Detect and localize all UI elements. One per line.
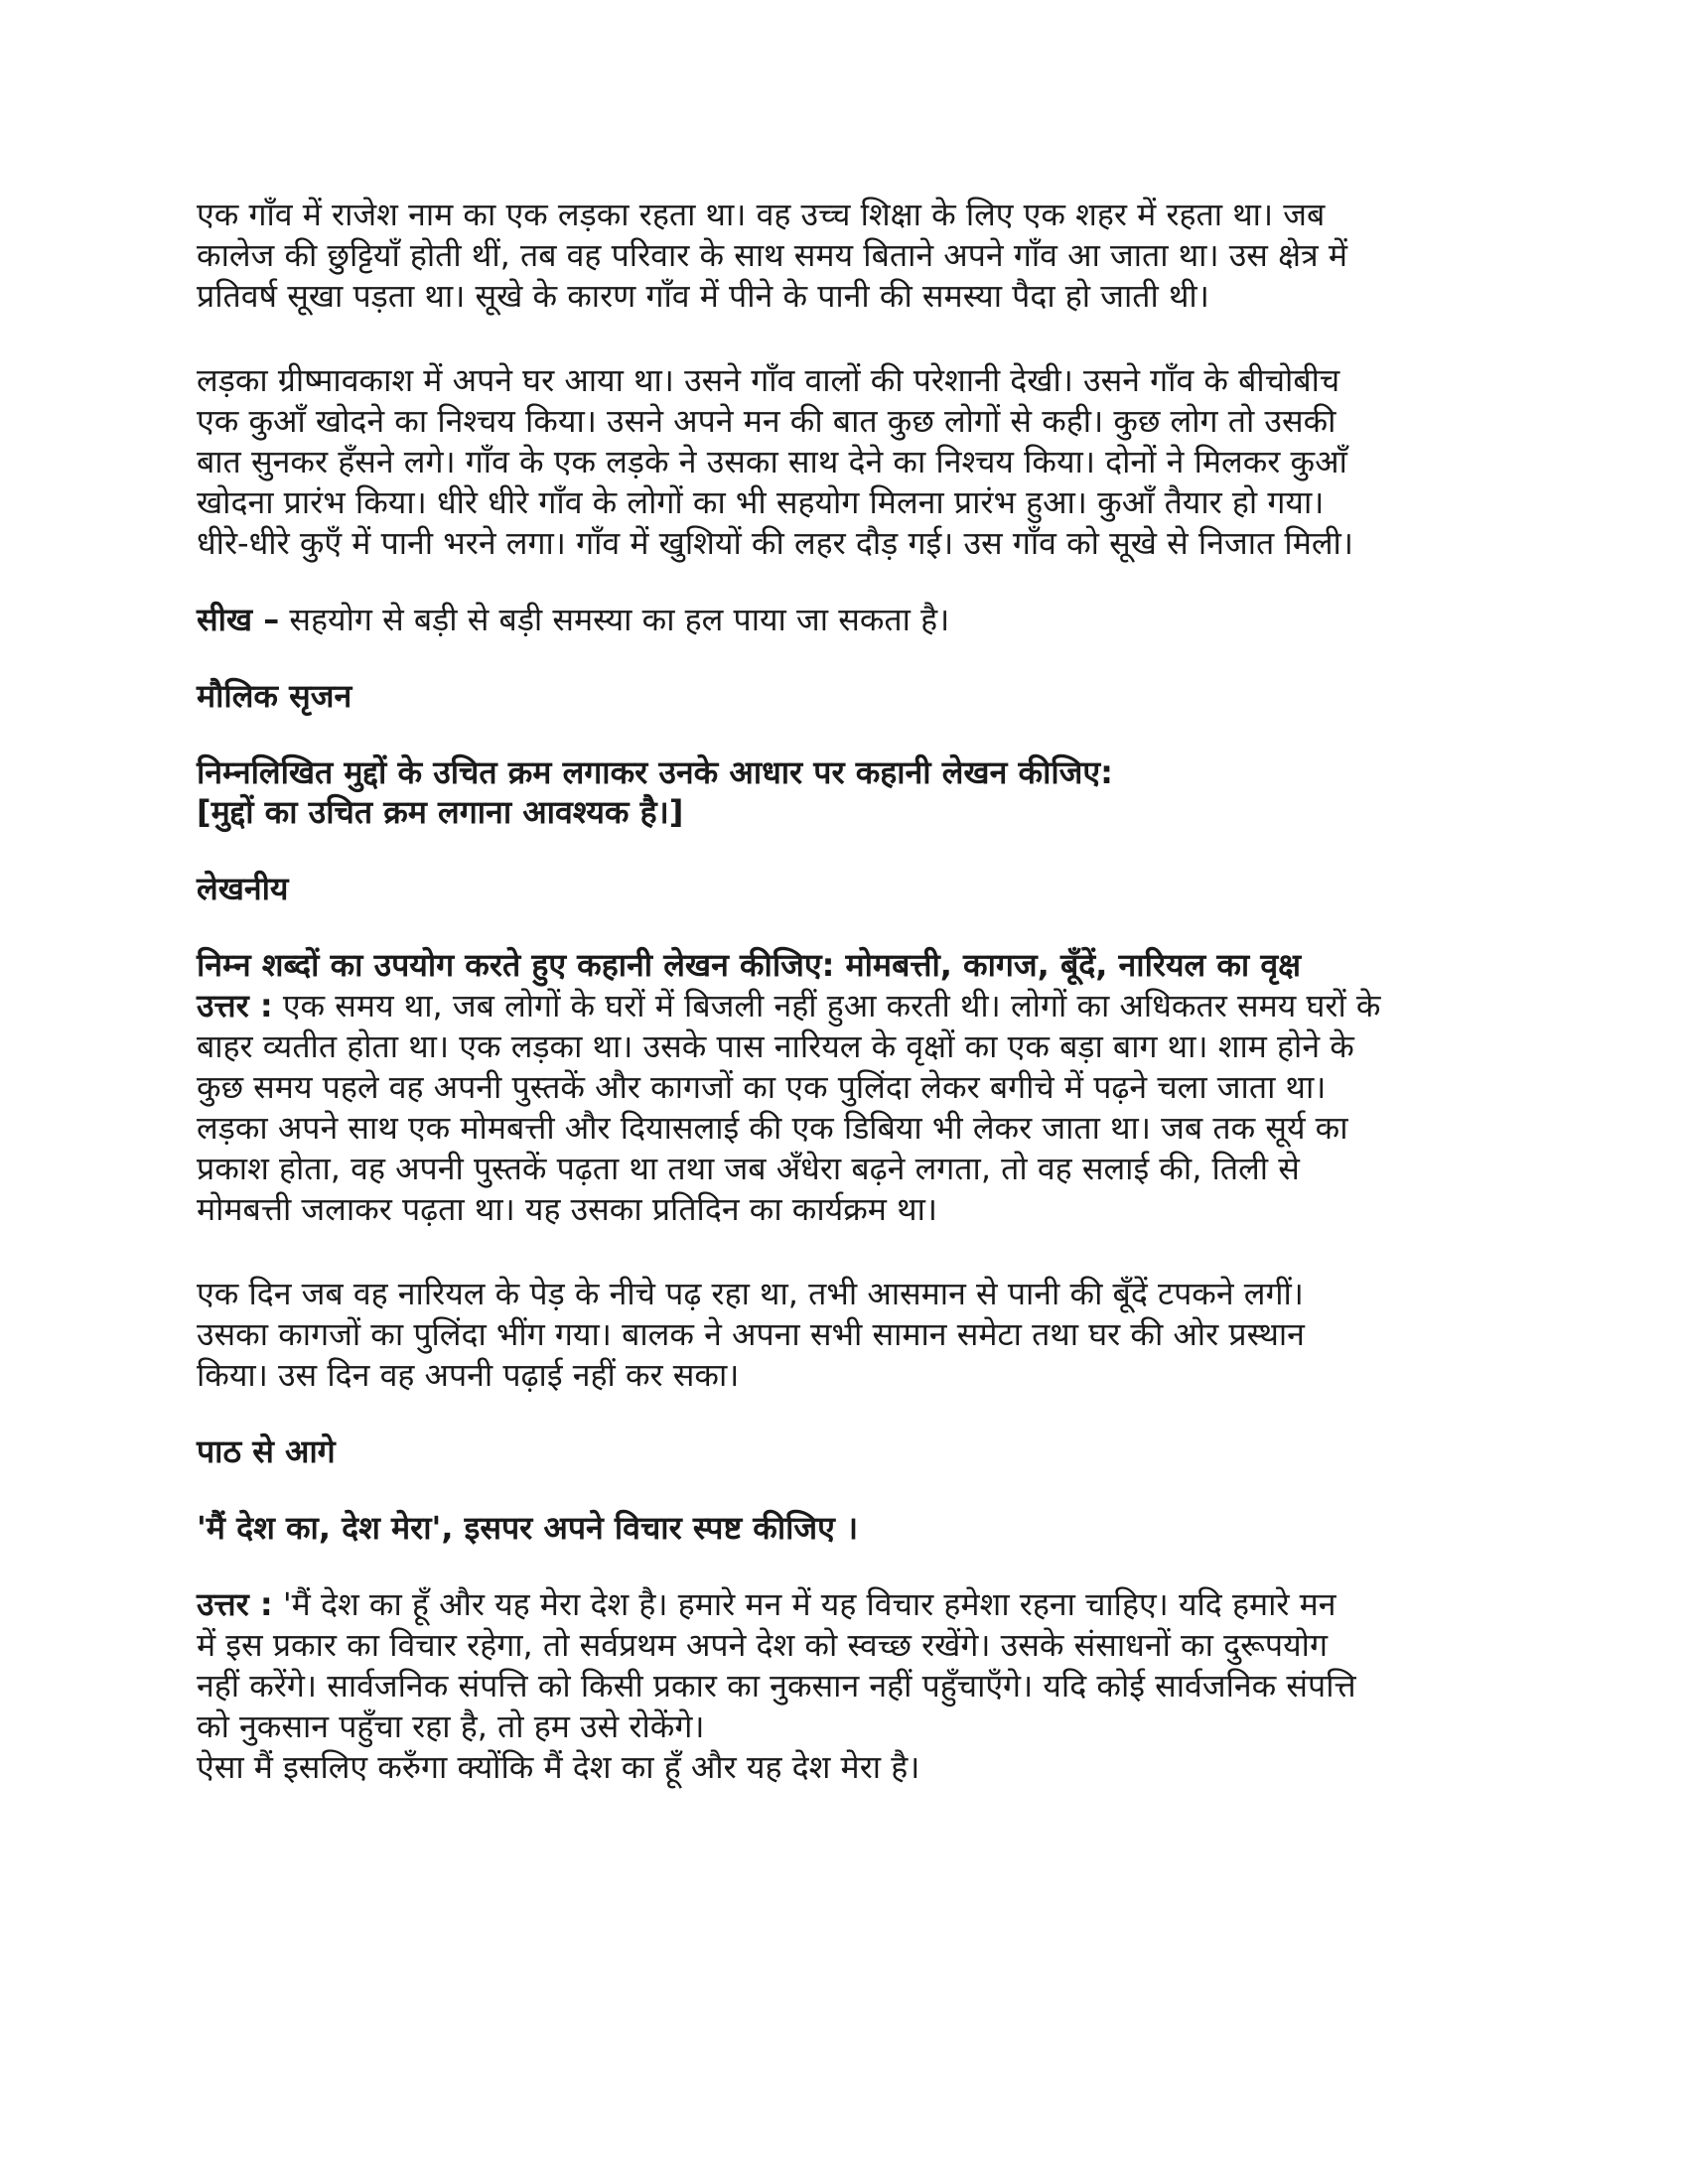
- question-maulik-srijan: निम्नलिखित मुद्दों के उचित क्रम लगाकर उनके आधार पर कहानी लेखन कीजिए: [मुद्दों का उचित क्रम लगाना आवश्यक है।]: [197, 752, 1113, 832]
- heading-maulik-srijan: मौलिक सृजन: [197, 676, 352, 715]
- answer-label: उत्तर :: [197, 1584, 273, 1623]
- document-page: [197, 195, 1527, 1788]
- moral-label: सीख –: [197, 600, 280, 638]
- moral-text: सहयोग से बड़ी से बड़ी समस्या का हल पाया जा सकता है।: [279, 600, 950, 638]
- answer-text: 'मैं देश का हूँ और यह मेरा देश है। हमारे मन में यह विचार हमेशा रहना चाहिए। यदि हमारे मन में इस प्रकार का विचार रहेगा, तो सर्वप्रथम अपने देश को स्वच्छ रखेंगे। उसके संसाधनों का दुरूपयोग नहीं करेंगे। सार्वजनिक संपत्ति को किसी प्रकार का नुकसान नहीं पहुँचाएँगे। यदि कोई सार्वजनिक संपत्ति को नुकसान पहुँचा रहा है, तो हम उसे रोकेंगे। ऐसा मैं इसलिए करुँगा क्योंकि मैं देश का हूँ और यह देश मेरा है।: [197, 1584, 1356, 1786]
- heading-path-se-aage: पाठ से आगे: [197, 1432, 336, 1470]
- story-paragraph-1: एक गाँव में राजेश नाम का एक लड़का रहता था। वह उच्च शिक्षा के लिए एक शहर में रहता था। जब कालेज की छुट्टियाँ होती थीं, तब वह परिवार के साथ समय बिताने अपने गाँव आ जाता था। उस क्षेत्र में प्रतिवर्ष सूखा पड़ता था। सूखे के कारण गाँव में पीने के पानी की समस्या पैदा हो जाती थी।: [197, 196, 1348, 315]
- story-paragraph-2: लड़का ग्रीष्मावकाश में अपने घर आया था। उसने गाँव वालों की परेशानी देखी। उसने गाँव के बीचोबीच एक कुआँ खोदने का निश्चय किया। उसने अपने मन की बात कुछ लोगों से कही। कुछ लोग तो उसकी बात सुनकर हँसने लगे। गाँव के एक लड़के ने उसका साथ देने का निश्चय किया। दोनों ने मिलकर कुआँ खोदना प्रारंभ किया। धीरे धीरे गाँव के लोगों का भी सहयोग मिलना प्रारंभ हुआ। कुआँ तैयार हो गया। धीरे-धीरे कुएँ में पानी भरने लगा। गाँव में खुशियों की लहर दौड़ गई। उस गाँव को सूखे से निजात मिली।: [197, 360, 1353, 562]
- answer-path-se-aage: [197, 1584, 1527, 1788]
- question-lekhaniya: निम्न शब्दों का उपयोग करते हुए कहानी लेखन कीजिए: मोमबत्ती, कागज, बूँदें, नारियल का वृक्ष: [197, 946, 1302, 985]
- answer-text: एक समय था, जब लोगों के घरों में बिजली नहीं हुआ करती थी। लोगों का अधिकतर समय घरों के बाहर व्यतीत होता था। एक लड़का था। उसके पास नारियल के वृक्षों का एक बड़ा बाग था। शाम होने के कुछ समय पहले वह अपनी पुस्तकें और कागजों का एक पुलिंदा लेकर बगीचे में पढ़ने चला जाता था। लड़का अपने साथ एक मोमबत्ती और दियासलाई की एक डिबिया भी लेकर जाता था। जब तक सूर्य का प्रकाश होता, वह अपनी पुस्तकें पढ़ता था तथा जब अँधेरा बढ़ने लगता, तो वह सलाई की, तिली से मोमबत्ती जलाकर पढ़ता था। यह उसका प्रतिदिन का कार्यक्रम था।: [197, 987, 1381, 1229]
- heading-lekhaniya: लेखनीय: [197, 870, 289, 908]
- answer-lekhaniya-paragraph-1: [197, 986, 1527, 1230]
- question-path-se-aage: 'मैं देश का, देश मेरा', इसपर अपने विचार स्पष्ट कीजिए ।: [197, 1508, 859, 1547]
- answer-lekhaniya-paragraph-2: एक दिन जब वह नारियल के पेड़ के नीचे पढ़ रहा था, तभी आसमान से पानी की बूँदें टपकने लगीं। उसका कागजों का पुलिंदा भींग गया। बालक ने अपना सभी सामान समेटा तथा घर की ओर प्रस्थान किया। उस दिन वह अपनी पढ़ाई नहीं कर सका।: [197, 1275, 1305, 1394]
- moral-line: [197, 600, 1527, 640]
- answer-label: उत्तर :: [197, 987, 273, 1025]
